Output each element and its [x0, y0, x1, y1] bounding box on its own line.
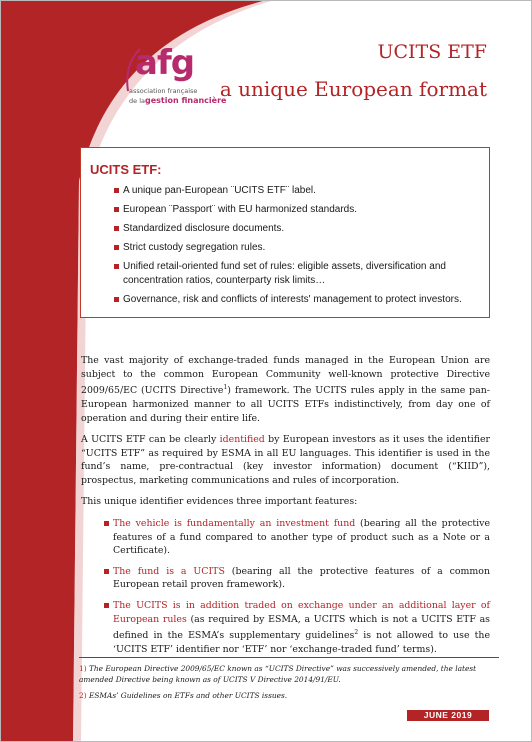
bullet-square-icon	[114, 297, 119, 302]
bullet-square-icon	[104, 603, 109, 608]
feature-item: The UCITS is in addition traded on exchange under an additional layer of European rules (as required by ESMA, a UCITS which is not a UCITS ETF as defined in the ESMA’s supplementary guidelines$^2$ is not allowed to use the ‘UCITS ETF’ identifier nor ‘ETF’ nor ‘exchange-traded fund’ terms).	[81, 599, 490, 657]
logo-subtitle-2: de lagestion financière	[129, 96, 227, 105]
page-title: UCITS ETF	[377, 41, 487, 63]
bullet-square-icon	[114, 245, 119, 250]
logo-wordmark: afg	[135, 43, 195, 83]
bullet-square-icon	[114, 226, 119, 231]
footnote-2: 2) ESMAs’ Guidelines on ETFs and other UCITS issues.	[79, 691, 288, 700]
bullet-square-icon	[114, 207, 119, 212]
summary-item: A unique pan-European ¨UCITS ETF¨ label.	[114, 184, 484, 198]
date-badge: JUNE 2019	[407, 710, 489, 721]
bullet-square-icon	[104, 521, 109, 526]
summary-item: Governance, risk and conflicts of interests' management to protect investors.	[114, 293, 484, 307]
bullet-square-icon	[104, 569, 109, 574]
summary-box	[80, 147, 490, 318]
summary-item: Strict custody segregation rules.	[114, 241, 484, 255]
summary-item: European ¨Passport¨ with EU harmonized standards.	[114, 203, 484, 217]
summary-item: Standardized disclosure documents.	[114, 222, 484, 236]
summary-box-title: UCITS ETF:	[90, 162, 162, 177]
feature-item: The vehicle is fundamentally an investment fund (bearing all the protective features of a fund compared to another type of product such as a Note or a Certificate).	[81, 517, 490, 558]
logo-subtitle-1: association française	[129, 87, 198, 95]
page-subtitle: a unique European format	[219, 77, 487, 101]
paragraph-identifier: A UCITS ETF can be clearly identified by European investors as it uses the identifier “UCITS ETF” as required by ESMA in all EU languages. This identifier is used in the fund’s name, pre-contractual (key investor information) document (“KIID”), prospectus, marketing communications and rules of incorporation.	[81, 434, 490, 486]
footnote-divider	[79, 657, 499, 658]
body-text	[81, 354, 490, 664]
paragraph-intro: The vast majority of exchange-traded funds managed in the European Union are subject to the common European Community well-known protective Directive 2009/65/EC (UCITS Directive$^1$) framework. The UCITS rules apply in the same pan-European harmonized manner to all UCITS ETFs indistinctively, from day one of operation and during their entire life.	[81, 355, 490, 424]
summary-item: Unified retail-oriented fund set of rules: eligible assets, diversification and concentration ratios, counterparty risk limits…	[114, 260, 484, 288]
footnotes	[79, 663, 499, 706]
bullet-square-icon	[114, 188, 119, 193]
footnote-1: 1) The European Directive 2009/65/EC known as “UCITS Directive” was successively amended, the latest amended Directive being known as of UCITS V Directive 2014/91/EU.	[79, 664, 477, 684]
paragraph-features-intro: This unique identifier evidences three important features:	[81, 496, 358, 508]
feature-item: The fund is a UCITS (bearing all the protective features of a common European retail proven framework).	[81, 565, 490, 592]
bullet-square-icon	[114, 264, 119, 269]
summary-list	[114, 184, 484, 312]
